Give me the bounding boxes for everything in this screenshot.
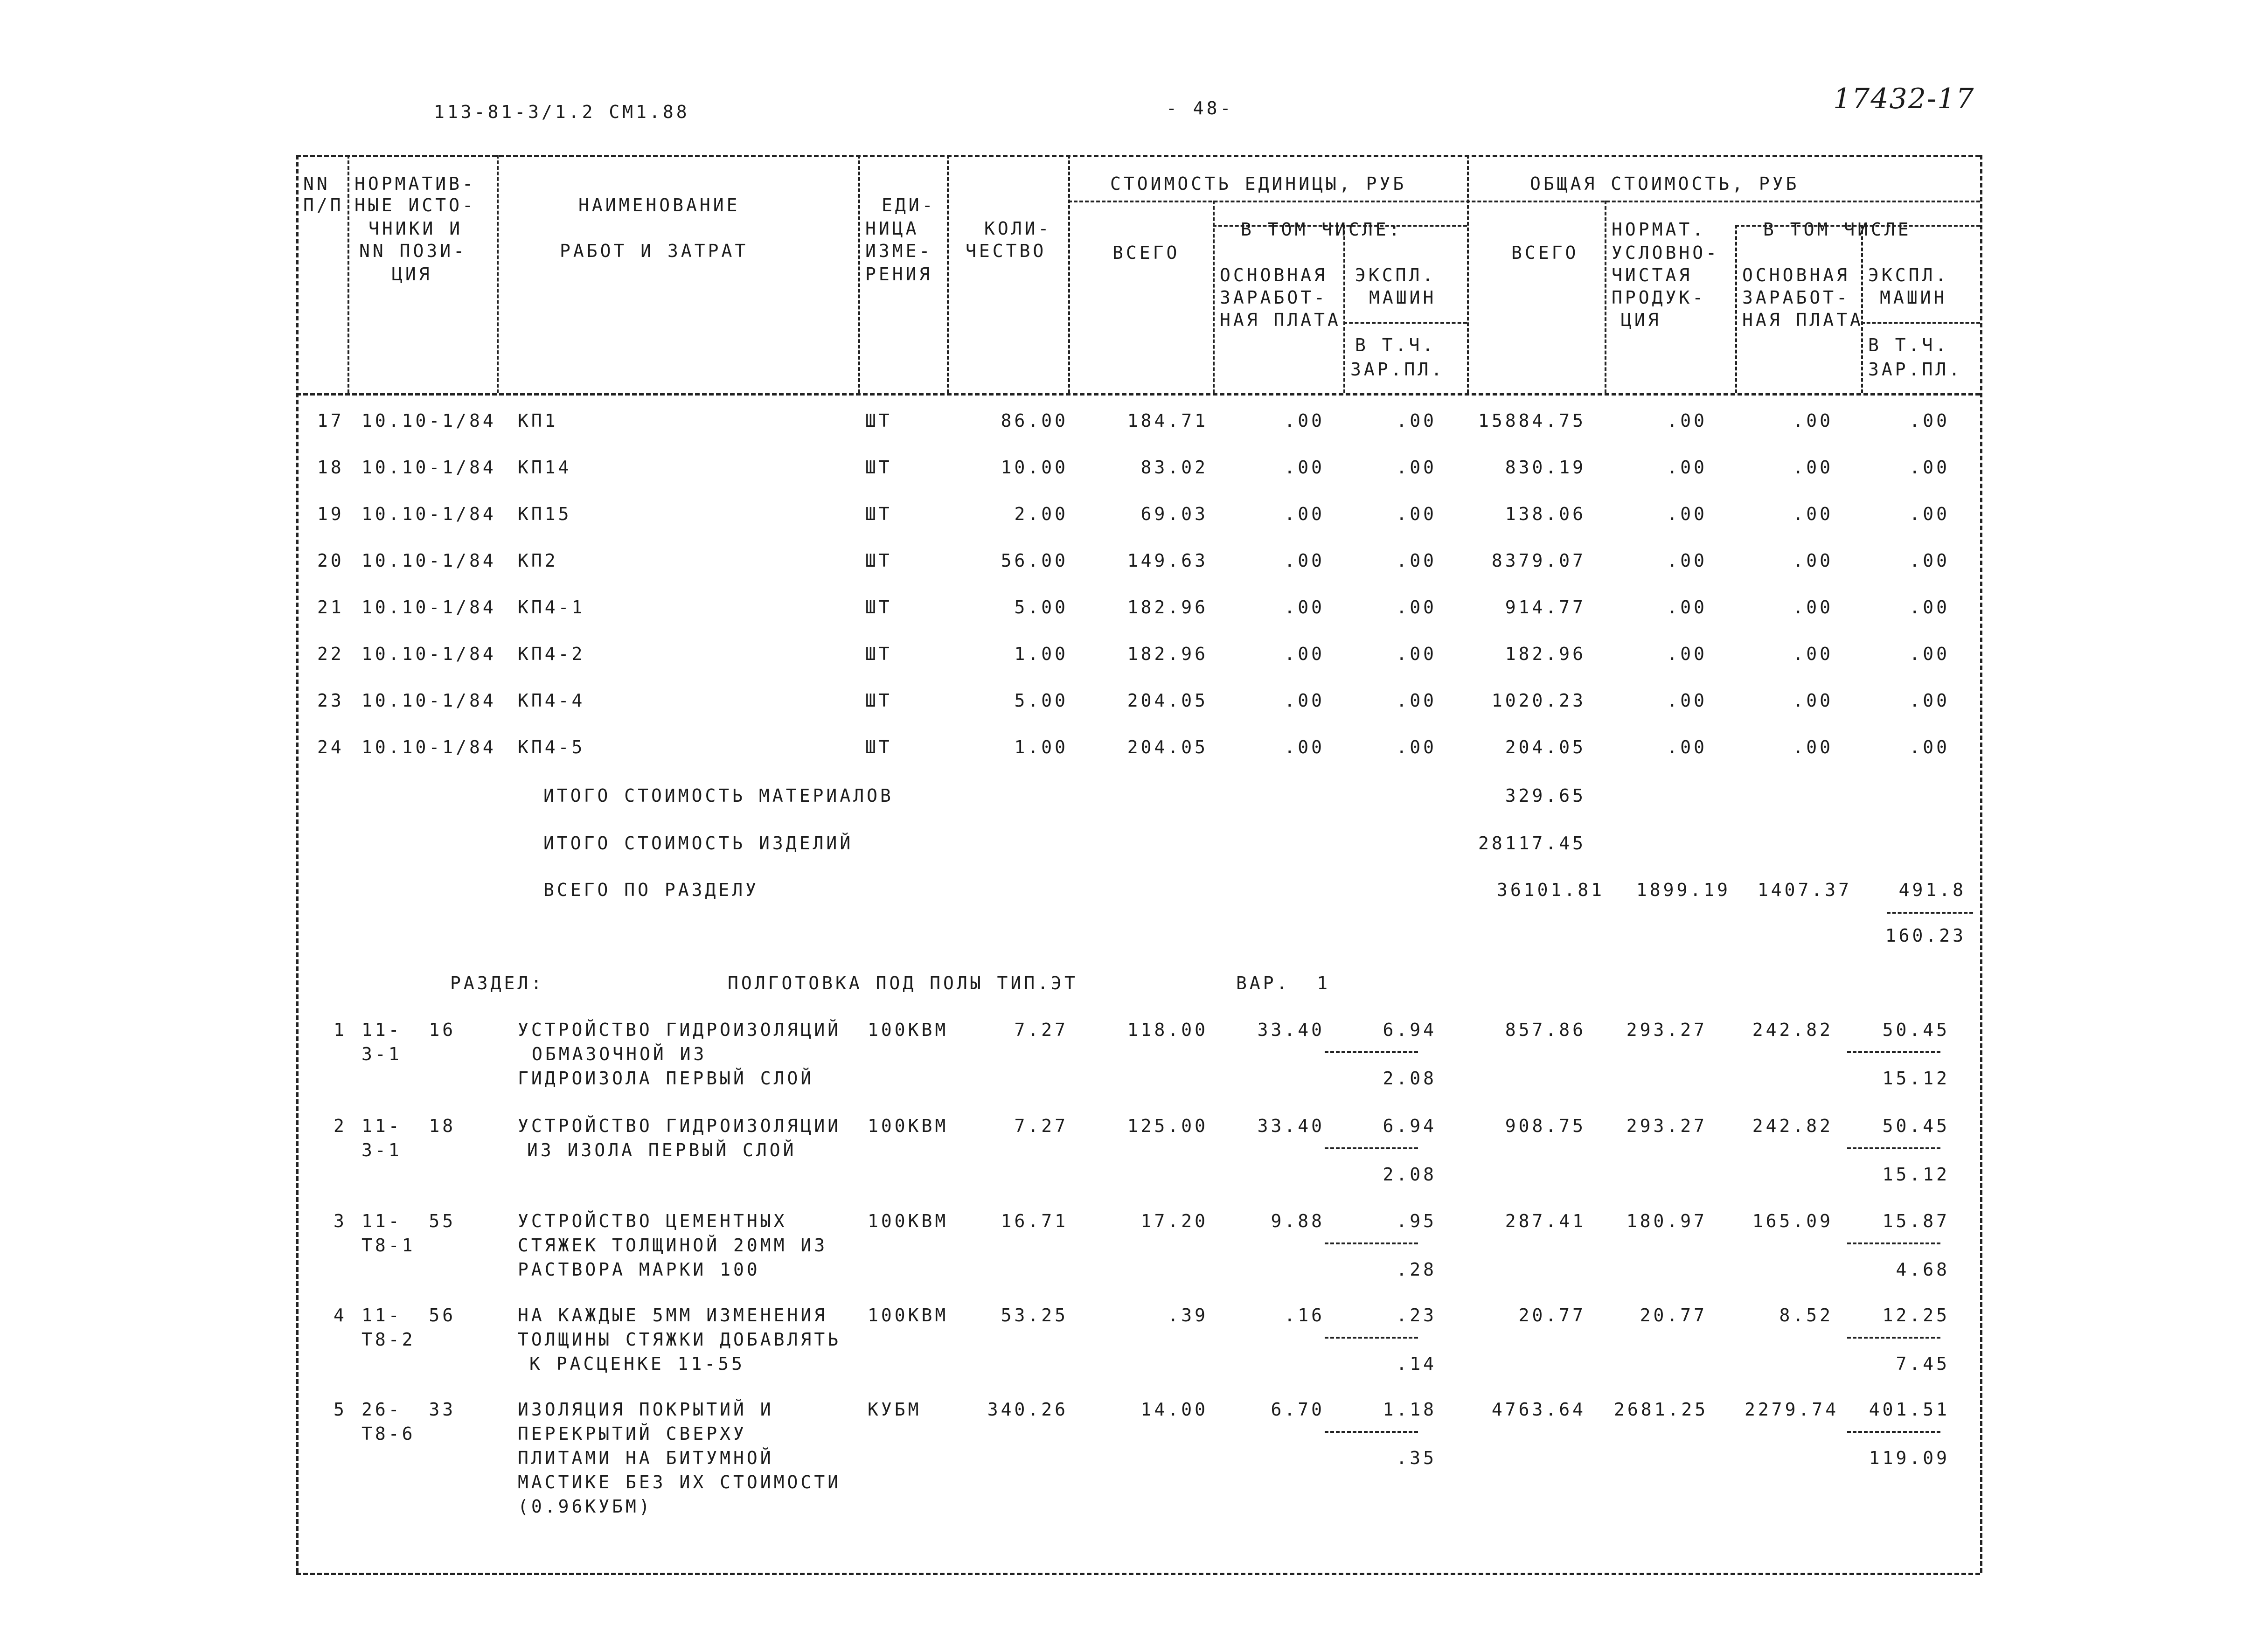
v-t-ch-total-1: В Т.Ч. — [1868, 335, 1949, 355]
section-label: РАЗДЕЛ: — [450, 973, 545, 993]
col-name-header-1: НАИМЕНОВАНИЕ — [578, 195, 740, 215]
row-em: .00 — [1396, 644, 1437, 664]
work-em-zp: .14 — [1396, 1354, 1437, 1374]
col-num-header-1: NN — [303, 174, 330, 194]
row-em: .00 — [1396, 504, 1437, 524]
osn-zarplata-2: ЗАРАБОТ- — [1220, 287, 1328, 308]
v-t-ch-2: ЗАР.ПЛ. — [1350, 359, 1445, 380]
work-em2: 401.51 — [1869, 1399, 1950, 1420]
row-em: .00 — [1396, 737, 1437, 757]
row-name: КП4-5 — [518, 737, 585, 757]
section-em-zp-value: 160.23 — [1885, 925, 1966, 946]
unit-vsego-header: ВСЕГО — [1112, 243, 1180, 263]
work-name-line: ПЛИТАМИ НА БИТУМНОЙ — [518, 1448, 774, 1468]
work-name-line: УСТРОЙСТВО ЦЕМЕНТНЫХ — [518, 1211, 787, 1231]
row-name: КП1 — [518, 410, 558, 431]
osn-zarplata-total-1: ОСНОВНАЯ — [1742, 265, 1850, 285]
work-qty: 16.71 — [1001, 1211, 1068, 1231]
row-total: 182.96 — [1505, 644, 1586, 664]
work-num: 4 — [334, 1305, 347, 1326]
work-name-line: РАСТВОРА МАРКИ 100 — [518, 1259, 760, 1280]
work-em: 1.18 — [1383, 1399, 1437, 1420]
norm-uslovno-4: ПРОДУК- — [1612, 287, 1706, 308]
total-v-tom-chisle: В ТОМ ЧИСЛЕ — [1763, 219, 1911, 240]
work-ncp: 180.97 — [1626, 1211, 1707, 1231]
work-em2-zp: 4.68 — [1896, 1259, 1950, 1280]
norm-uslovno-5: ЦИЯ — [1621, 310, 1661, 330]
row-em: .00 — [1396, 550, 1437, 571]
col-unit-header-2: НИЦА — [865, 218, 919, 239]
work-ncp: 293.27 — [1626, 1116, 1707, 1136]
row-norm: 10.10-1/84 — [361, 690, 496, 711]
row-name: КП14 — [518, 457, 572, 478]
section-total-label: ВСЕГО ПО РАЗДЕЛУ — [543, 880, 759, 900]
total-vsego-header: ВСЕГО — [1511, 243, 1579, 263]
work-num: 1 — [334, 1020, 347, 1040]
work-norm: 11- 18 — [361, 1116, 456, 1136]
work-name-line: СТЯЖЕК ТОЛЩИНОЙ 20ММ ИЗ — [518, 1235, 828, 1256]
row-em2: .00 — [1909, 550, 1950, 571]
work-em2: 50.45 — [1882, 1116, 1950, 1136]
row-ncp: .00 — [1667, 690, 1707, 711]
row-em: .00 — [1396, 597, 1437, 618]
work-name-line: ПЕРЕКРЫТИЙ СВЕРХУ — [518, 1423, 747, 1444]
work-em2-zp: 15.12 — [1882, 1068, 1950, 1089]
row-unit: ШТ — [865, 550, 892, 571]
col-qty-header-2: ЧЕСТВО — [966, 241, 1047, 261]
col-unit-header-4: РЕНИЯ — [865, 264, 933, 285]
row-total: 914.77 — [1505, 597, 1586, 618]
work-zp2: 242.82 — [1752, 1116, 1833, 1136]
work-ncp: 293.27 — [1626, 1020, 1707, 1040]
work-name-line: УСТРОЙСТВО ГИДРОИЗОЛЯЦИИ — [518, 1116, 841, 1136]
col-num-header-2: П/П — [303, 195, 344, 215]
row-unit: ШТ — [865, 597, 892, 618]
row-norm: 10.10-1/84 — [361, 597, 496, 618]
row-cost: 204.05 — [1127, 737, 1208, 757]
work-em2: 12.25 — [1882, 1305, 1950, 1326]
section-em-value: 491.8 — [1898, 880, 1966, 900]
col-norm-header-1: НОРМАТИВ- — [354, 174, 476, 194]
row-cost: 149.63 — [1127, 550, 1208, 571]
row-em: .00 — [1396, 457, 1437, 478]
row-unit: ШТ — [865, 644, 892, 664]
col-name-header-2: РАБОТ И ЗАТРАТ — [560, 241, 749, 261]
norm-uslovno-2: УСЛОВНО- — [1612, 243, 1720, 263]
materials-total-label: ИТОГО СТОИМОСТЬ МАТЕРИАЛОВ — [543, 785, 894, 806]
row-zp2: .00 — [1793, 644, 1833, 664]
work-em: .23 — [1396, 1305, 1437, 1326]
work-zp: 6.70 — [1271, 1399, 1325, 1420]
row-ncp: .00 — [1667, 644, 1707, 664]
row-em2: .00 — [1909, 597, 1950, 618]
row-zp: .00 — [1284, 597, 1325, 618]
work-em-zp: .28 — [1396, 1259, 1437, 1280]
row-zp2: .00 — [1793, 504, 1833, 524]
work-em2-zp: 15.12 — [1882, 1164, 1950, 1185]
row-qty: 5.00 — [1014, 597, 1068, 618]
row-num: 22 — [317, 644, 344, 664]
work-qty: 7.27 — [1014, 1020, 1068, 1040]
work-norm: 11- 56 — [361, 1305, 456, 1326]
work-total: 908.75 — [1505, 1116, 1586, 1136]
v-t-ch-1: В Т.Ч. — [1355, 335, 1436, 355]
row-unit: ШТ — [865, 410, 892, 431]
document-code: 113-81-3/1.2 СМ1.88 — [434, 102, 690, 122]
work-zp2: 8.52 — [1779, 1305, 1833, 1326]
row-cost: 182.96 — [1127, 644, 1208, 664]
row-zp: .00 — [1284, 644, 1325, 664]
col-norm-header-4: NN ПОЗИ- — [359, 241, 467, 261]
col-norm-header-2: НЫЕ ИСТО- — [354, 195, 476, 215]
row-em2: .00 — [1909, 504, 1950, 524]
work-total: 287.41 — [1505, 1211, 1586, 1231]
osn-zarplata-3: НАЯ ПЛАТА — [1220, 310, 1341, 330]
row-name: КП4-2 — [518, 644, 585, 664]
row-unit: ШТ — [865, 457, 892, 478]
osn-zarplata-total-2: ЗАРАБОТ- — [1742, 287, 1850, 308]
section-variant: ВАР. 1 — [1236, 973, 1331, 993]
work-qty: 53.25 — [1001, 1305, 1068, 1326]
work-zp: 33.40 — [1257, 1020, 1325, 1040]
osn-zarplata-1: ОСНОВНАЯ — [1220, 265, 1328, 285]
work-num: 3 — [334, 1211, 347, 1231]
work-em-zp: 2.08 — [1383, 1164, 1437, 1185]
norm-uslovno-1: НОРМАТ. — [1612, 219, 1706, 240]
items-total-label: ИТОГО СТОИМОСТЬ ИЗДЕЛИЙ — [543, 833, 854, 854]
handwritten-code: 17432-17 — [1833, 83, 1975, 115]
row-zp: .00 — [1284, 410, 1325, 431]
eksp-mashin-2: МАШИН — [1369, 287, 1437, 308]
work-cost: 17.20 — [1140, 1211, 1208, 1231]
work-unit: КУБМ — [868, 1399, 922, 1420]
row-zp: .00 — [1284, 504, 1325, 524]
page-number: - 48- — [1166, 98, 1234, 118]
row-norm: 10.10-1/84 — [361, 457, 496, 478]
work-zp2: 242.82 — [1752, 1020, 1833, 1040]
work-unit: 100КВМ — [868, 1116, 949, 1136]
work-norm-sub: 3-1 — [361, 1044, 402, 1064]
row-total: 1020.23 — [1491, 690, 1586, 711]
work-em2-zp: 7.45 — [1896, 1354, 1950, 1374]
row-em2: .00 — [1909, 690, 1950, 711]
row-num: 21 — [317, 597, 344, 618]
section-ncp-value: 1899.19 — [1636, 880, 1731, 900]
work-em: 6.94 — [1383, 1116, 1437, 1136]
row-qty: 86.00 — [1001, 410, 1068, 431]
work-unit: 100КВМ — [868, 1305, 949, 1326]
row-num: 19 — [317, 504, 344, 524]
row-qty: 56.00 — [1001, 550, 1068, 571]
row-ncp: .00 — [1667, 737, 1707, 757]
row-em2: .00 — [1909, 644, 1950, 664]
col-norm-header-5: ЦИЯ — [392, 264, 432, 285]
col-unit-header-1: ЕДИ- — [882, 195, 936, 215]
row-ncp: .00 — [1667, 457, 1707, 478]
work-name-line: ТОЛЩИНЫ СТЯЖКИ ДОБАВЛЯТЬ — [518, 1329, 841, 1350]
work-zp2: 2279.74 — [1745, 1399, 1839, 1420]
row-zp2: .00 — [1793, 410, 1833, 431]
row-em: .00 — [1396, 690, 1437, 711]
work-cost: 125.00 — [1127, 1116, 1208, 1136]
work-cost: 118.00 — [1127, 1020, 1208, 1040]
work-em-zp: 2.08 — [1383, 1068, 1437, 1089]
work-name-line: МАСТИКЕ БЕЗ ИХ СТОИМОСТИ — [518, 1472, 841, 1492]
row-num: 23 — [317, 690, 344, 711]
work-norm: 26- 33 — [361, 1399, 456, 1420]
work-qty: 340.26 — [987, 1399, 1068, 1420]
row-em2: .00 — [1909, 737, 1950, 757]
materials-total-value: 329.65 — [1505, 785, 1586, 806]
osn-zarplata-total-3: НАЯ ПЛАТА — [1742, 310, 1863, 330]
row-ncp: .00 — [1667, 410, 1707, 431]
row-cost: 182.96 — [1127, 597, 1208, 618]
row-unit: ШТ — [865, 737, 892, 757]
unit-cost-title: СТОИМОСТЬ ЕДИНИЦЫ, РУБ — [1110, 174, 1407, 194]
row-total: 138.06 — [1505, 504, 1586, 524]
work-norm-sub: Т8-6 — [361, 1423, 416, 1444]
work-cost: 14.00 — [1140, 1399, 1208, 1420]
row-norm: 10.10-1/84 — [361, 410, 496, 431]
section-title: ПОЛГОТОВКА ПОД ПОЛЫ ТИП.ЭТ — [728, 973, 1078, 993]
work-name-line: ИЗ ИЗОЛА ПЕРВЫЙ СЛОЙ — [527, 1140, 797, 1160]
work-norm: 11- 55 — [361, 1211, 456, 1231]
work-zp: 33.40 — [1257, 1116, 1325, 1136]
work-unit: 100КВМ — [868, 1211, 949, 1231]
work-norm-sub: Т8-1 — [361, 1235, 416, 1256]
row-total: 8379.07 — [1491, 550, 1586, 571]
row-norm: 10.10-1/84 — [361, 504, 496, 524]
work-em2-zp: 119.09 — [1869, 1448, 1950, 1468]
row-ncp: .00 — [1667, 597, 1707, 618]
items-total-value: 28117.45 — [1478, 833, 1586, 854]
row-cost: 204.05 — [1127, 690, 1208, 711]
row-qty: 1.00 — [1014, 644, 1068, 664]
row-total: 830.19 — [1505, 457, 1586, 478]
row-qty: 10.00 — [1001, 457, 1068, 478]
work-norm-sub: Т8-2 — [361, 1329, 416, 1350]
work-total: 20.77 — [1518, 1305, 1586, 1326]
work-norm: 11- 16 — [361, 1020, 456, 1040]
eksp-mashin-1: ЭКСПЛ. — [1355, 265, 1436, 285]
work-name-line: УСТРОЙСТВО ГИДРОИЗОЛЯЦИЙ — [518, 1020, 841, 1040]
row-num: 20 — [317, 550, 344, 571]
work-qty: 7.27 — [1014, 1116, 1068, 1136]
work-zp: 9.88 — [1271, 1211, 1325, 1231]
row-total: 204.05 — [1505, 737, 1586, 757]
work-unit: 100КВМ — [868, 1020, 949, 1040]
row-em2: .00 — [1909, 410, 1950, 431]
row-name: КП2 — [518, 550, 558, 571]
work-name-line: НА КАЖДЫЕ 5ММ ИЗМЕНЕНИЯ — [518, 1305, 828, 1326]
work-total: 4763.64 — [1491, 1399, 1586, 1420]
work-total: 857.86 — [1505, 1020, 1586, 1040]
row-qty: 5.00 — [1014, 690, 1068, 711]
row-zp: .00 — [1284, 457, 1325, 478]
work-num: 2 — [334, 1116, 347, 1136]
work-name-line: ИЗОЛЯЦИЯ ПОКРЫТИЙ И — [518, 1399, 774, 1420]
row-unit: ШТ — [865, 504, 892, 524]
row-cost: 69.03 — [1140, 504, 1208, 524]
row-norm: 10.10-1/84 — [361, 737, 496, 757]
col-unit-header-3: ИЗМЕ- — [865, 241, 933, 261]
work-name-line: (0.96КУБМ) — [518, 1496, 653, 1517]
col-qty-header-1: КОЛИ- — [984, 218, 1052, 239]
row-zp2: .00 — [1793, 457, 1833, 478]
row-em2: .00 — [1909, 457, 1950, 478]
row-norm: 10.10-1/84 — [361, 550, 496, 571]
work-cost: .39 — [1168, 1305, 1208, 1326]
work-zp2: 165.09 — [1752, 1211, 1833, 1231]
row-total: 15884.75 — [1478, 410, 1586, 431]
eksp-mashin-total-2: МАШИН — [1880, 287, 1947, 308]
row-num: 18 — [317, 457, 344, 478]
row-zp: .00 — [1284, 550, 1325, 571]
row-zp: .00 — [1284, 690, 1325, 711]
work-ncp: 20.77 — [1640, 1305, 1707, 1326]
work-em: .95 — [1396, 1211, 1437, 1231]
row-em: .00 — [1396, 410, 1437, 431]
row-qty: 1.00 — [1014, 737, 1068, 757]
work-num: 5 — [334, 1399, 347, 1420]
row-zp2: .00 — [1793, 550, 1833, 571]
row-num: 17 — [317, 410, 344, 431]
work-em2: 50.45 — [1882, 1020, 1950, 1040]
row-name: КП4-1 — [518, 597, 585, 618]
row-name: КП15 — [518, 504, 572, 524]
row-ncp: .00 — [1667, 550, 1707, 571]
row-qty: 2.00 — [1014, 504, 1068, 524]
row-zp: .00 — [1284, 737, 1325, 757]
work-ncp: 2681.25 — [1614, 1399, 1709, 1420]
row-cost: 83.02 — [1140, 457, 1208, 478]
eksp-mashin-total-1: ЭКСПЛ. — [1868, 265, 1949, 285]
row-name: КП4-4 — [518, 690, 585, 711]
row-norm: 10.10-1/84 — [361, 644, 496, 664]
row-zp2: .00 — [1793, 690, 1833, 711]
work-em: 6.94 — [1383, 1020, 1437, 1040]
work-name-line: ГИДРОИЗОЛА ПЕРВЫЙ СЛОЙ — [518, 1068, 814, 1089]
section-total-value: 36101.81 — [1496, 880, 1605, 900]
row-ncp: .00 — [1667, 504, 1707, 524]
row-zp2: .00 — [1793, 737, 1833, 757]
v-t-ch-total-2: ЗАР.ПЛ. — [1868, 359, 1963, 380]
row-unit: ШТ — [865, 690, 892, 711]
row-num: 24 — [317, 737, 344, 757]
total-cost-title: ОБЩАЯ СТОИМОСТЬ, РУБ — [1530, 174, 1800, 194]
work-name-line: ОБМАЗОЧНОЙ ИЗ — [532, 1044, 707, 1064]
row-zp2: .00 — [1793, 597, 1833, 618]
col-norm-header-3: ЧНИКИ И — [368, 218, 463, 239]
section-zp-value: 1407.37 — [1757, 880, 1852, 900]
work-em-zp: .35 — [1396, 1448, 1437, 1468]
work-norm-sub: 3-1 — [361, 1140, 402, 1160]
work-name-line: К РАСЦЕНКЕ 11-55 — [529, 1354, 745, 1374]
row-cost: 184.71 — [1127, 410, 1208, 431]
work-zp: .16 — [1284, 1305, 1325, 1326]
norm-uslovno-3: ЧИСТАЯ — [1612, 265, 1693, 285]
unit-v-tom-chisle: В ТОМ ЧИСЛЕ: — [1241, 219, 1403, 240]
work-em2: 15.87 — [1882, 1211, 1950, 1231]
